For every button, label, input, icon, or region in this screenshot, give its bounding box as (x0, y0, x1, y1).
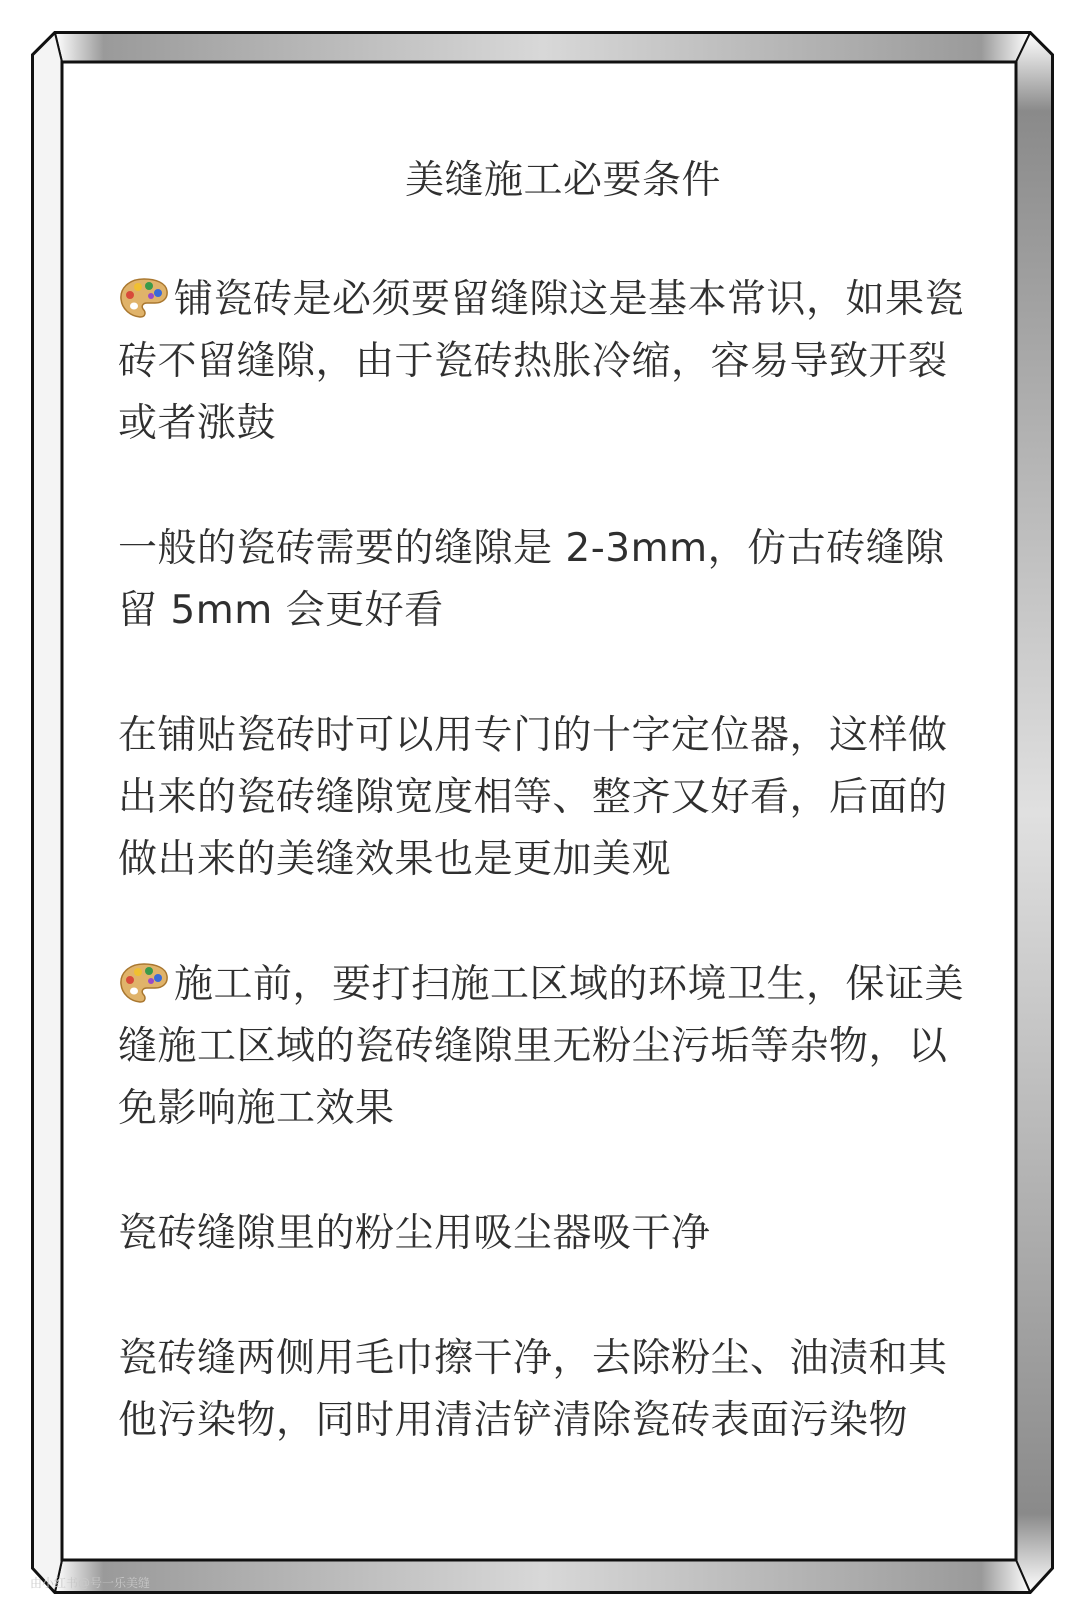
paragraph-3 (118, 705, 978, 891)
palette-icon (118, 961, 170, 1005)
paragraph-3-text: 在铺贴瓷砖时可以用专门的十字定位器，这样做出来的瓷砖缝隙宽度相等、整齐又好看，后面的做出来的美缝效果也是更加美观 (118, 713, 948, 882)
paragraph-2-text: 一般的瓷砖需要的缝隙是 2-3mm，仿古砖缝隙留 5mm 会更好看 (118, 526, 945, 633)
paragraph-6 (118, 1328, 978, 1452)
paragraph-4 (118, 954, 978, 1140)
paragraph-4-text: 施工前，要打扫施工区域的环境卫生，保证美缝施工区域的瓷砖缝隙里无粉尘污垢等杂物，以免影响施工效果 (118, 962, 965, 1131)
page-title: 美缝施工必要条件 (404, 158, 721, 203)
paragraph-1 (118, 269, 978, 455)
watermark: 由小红书@号一乐美缝 (30, 1576, 151, 1590)
palette-icon (118, 276, 170, 320)
paragraph-5 (118, 1203, 978, 1265)
paragraph-2 (118, 518, 978, 642)
paragraph-1-text: 铺瓷砖是必须要留缝隙这是基本常识，如果瓷砖不留缝隙，由于瓷砖热胀冷缩，容易导致开裂或者涨鼓 (118, 277, 965, 446)
paragraph-5-text: 瓷砖缝隙里的粉尘用吸尘器吸干净 (118, 1211, 711, 1256)
paragraph-6-text: 瓷砖缝两侧用毛巾擦干净，去除粉尘、油渍和其他污染物，同时用清洁铲清除瓷砖表面污染物 (118, 1336, 948, 1443)
document-body (118, 150, 978, 1515)
